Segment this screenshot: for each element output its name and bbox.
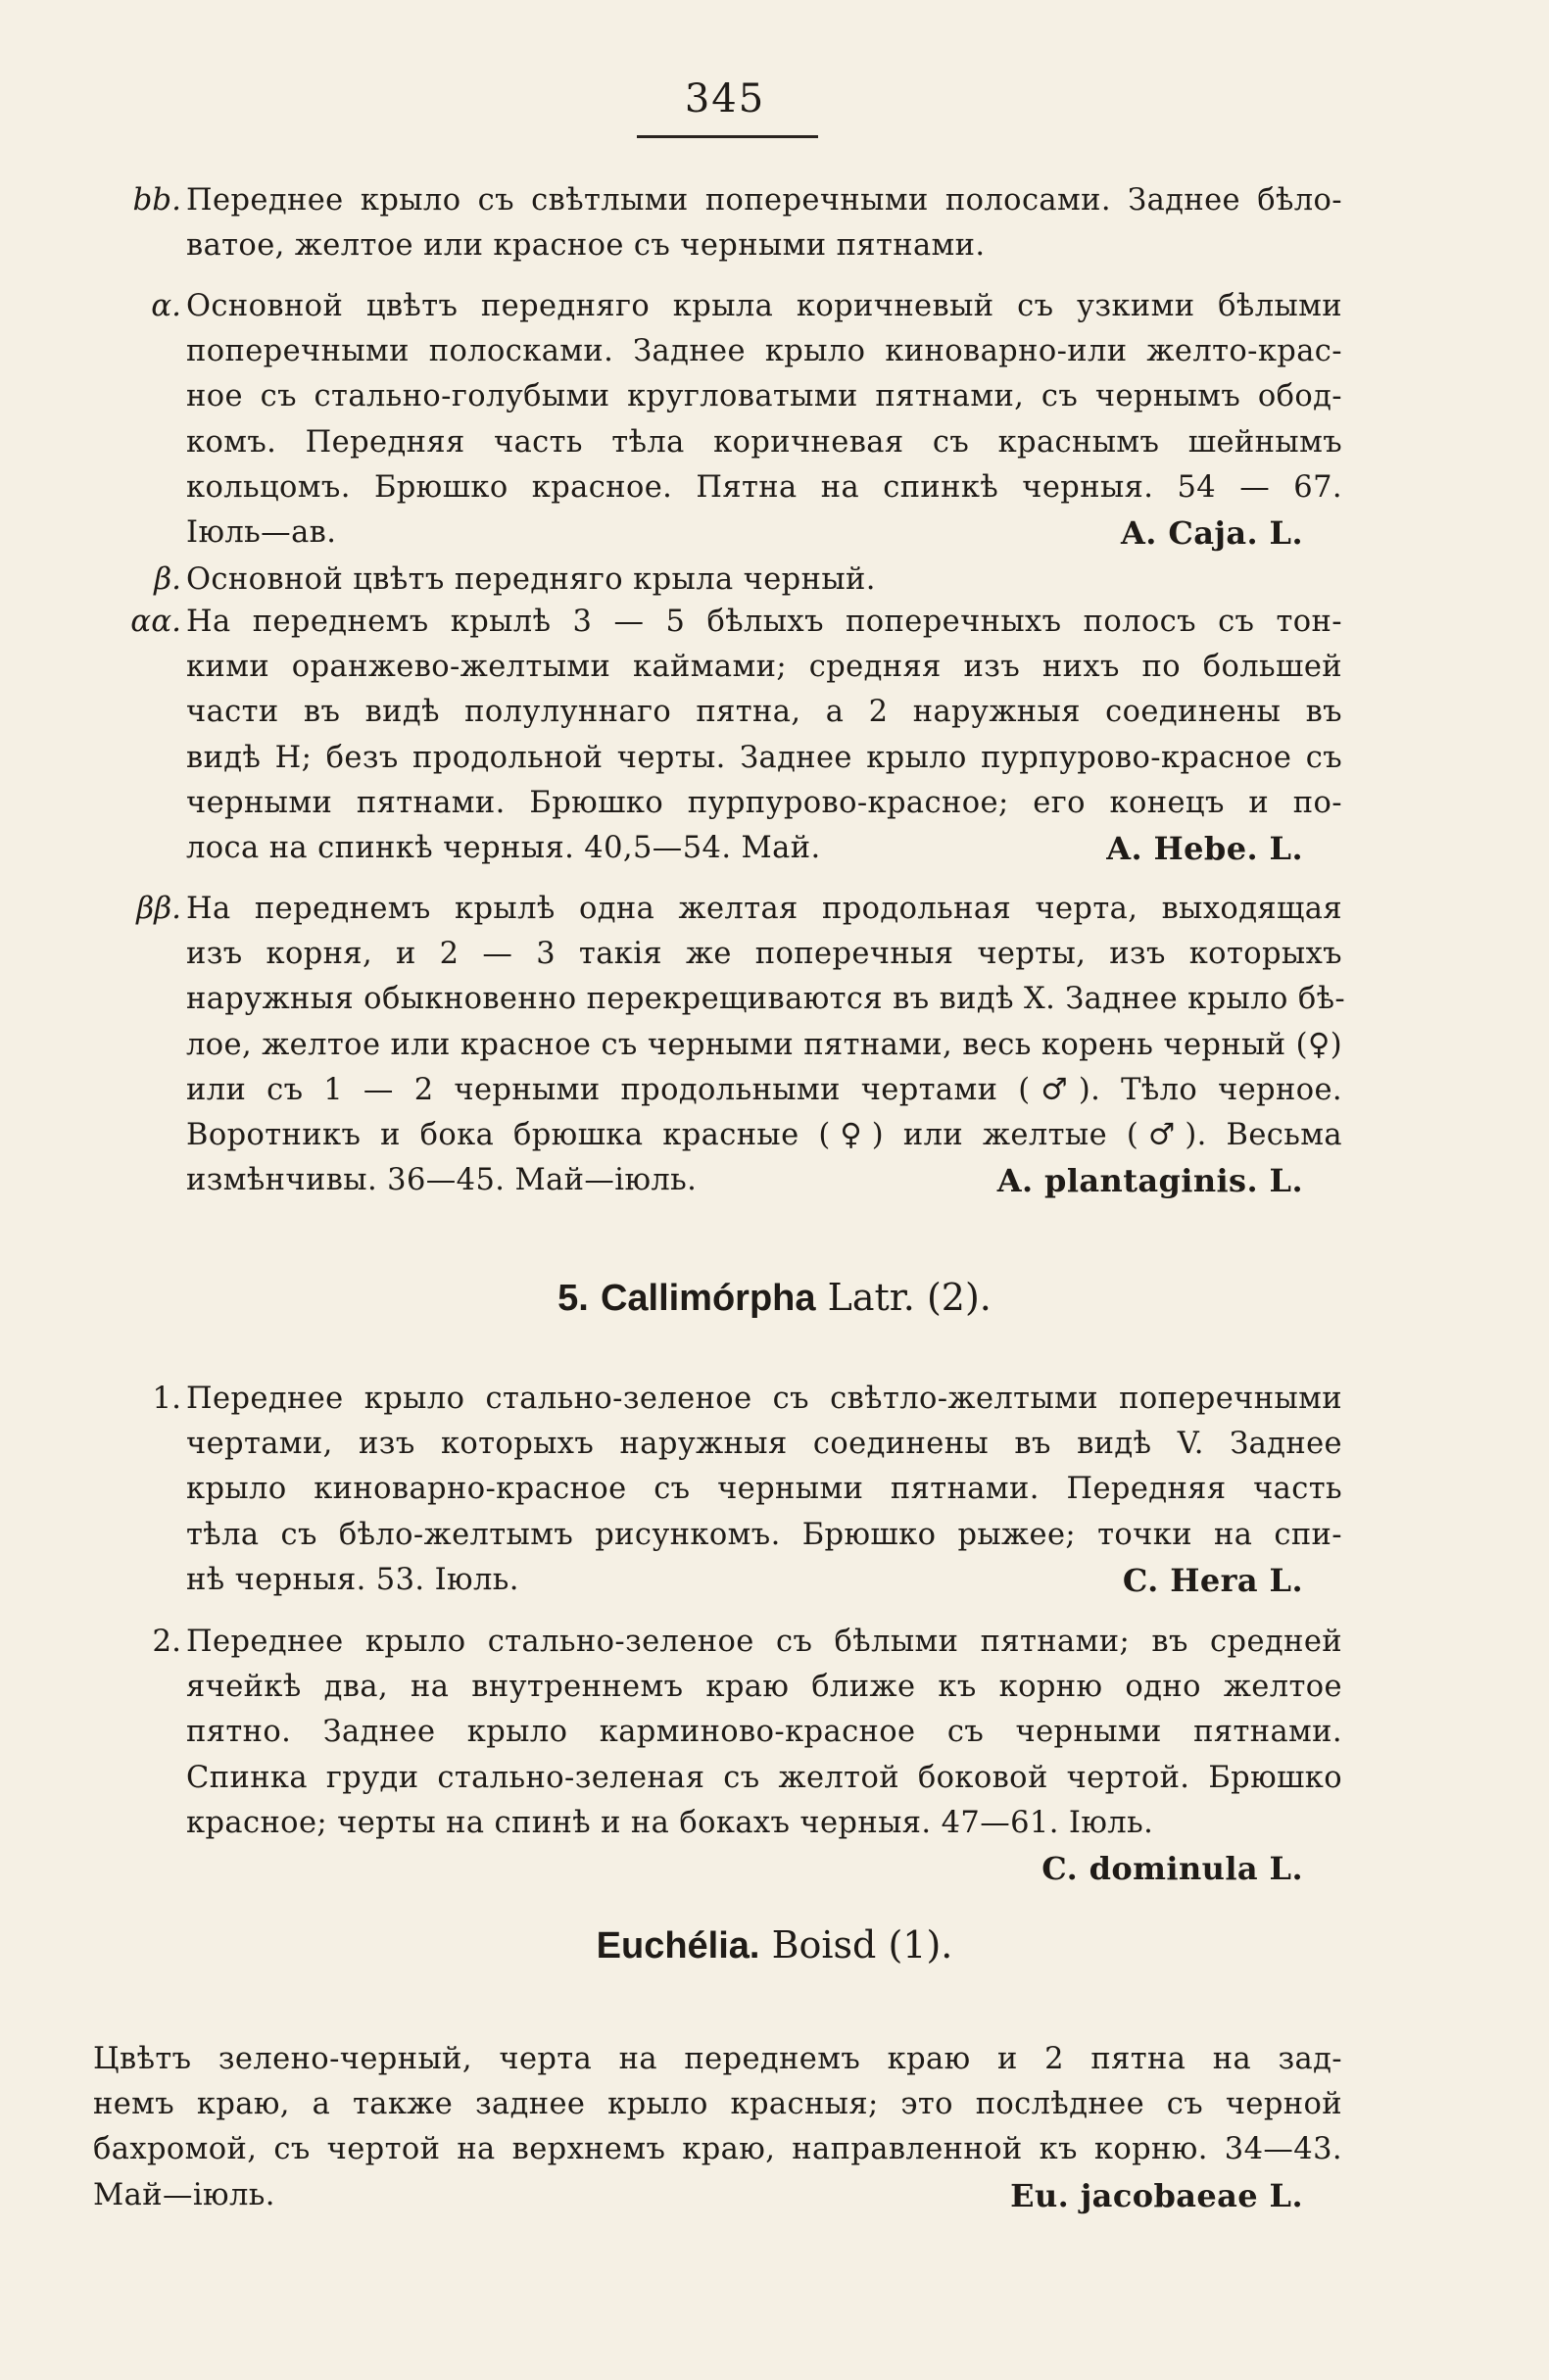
page-number-rule [637, 135, 818, 138]
genus-name: Callimórpha [600, 1278, 816, 1319]
text-line-end: Іюль—ав. [186, 514, 337, 550]
text-line: видѣ Н; безъ продольной черты. Заднее крыло пурпурово-красное съ [186, 740, 1342, 775]
genus-name: Euchélia. [596, 1925, 760, 1967]
text-line: кими оранжево-желтыми каймами; средняя изъ нихъ по большей [186, 650, 1342, 685]
species-name: Eu. jacobaeae L. [1010, 2176, 1303, 2214]
text-line: поперечными полосками. Заднее крыло киноварно-или желто-крас- [186, 334, 1342, 369]
genus-author: Boisd (1). [771, 1923, 953, 1967]
text-line: крыло киноварно-красное съ черными пятнами. Передняя часть [186, 1472, 1342, 1507]
text-line: Основной цвѣтъ передняго крыла коричневый съ узкими бѣлыми [186, 289, 1342, 323]
key-marker: β. [154, 561, 181, 597]
text-line: На переднемъ крылѣ 3 — 5 бѣлыхъ поперечныхъ полосъ съ тон- [186, 605, 1342, 639]
entry-number: 2. [152, 1624, 181, 1659]
text-line: Цвѣтъ зелено-черный, черта на переднемъ краю и 2 пятна на зад- [93, 2042, 1342, 2076]
species-name: A. Hebe. L. [1106, 829, 1303, 867]
text-line-last [186, 510, 1342, 556]
species-name: A. Caja. L. [1121, 513, 1303, 552]
species-name: C. dominula L. [1041, 1849, 1303, 1887]
key-marker: bb. [132, 182, 181, 218]
key-marker: αα. [130, 604, 181, 639]
text-line-last [186, 826, 1342, 871]
text-line: кольцомъ. Брюшко красное. Пятна на спинкѣ черныя. 54 — 67. [186, 469, 1342, 505]
text-line: чертами, изъ которыхъ наружныя соединены въ видѣ V. Заднее [186, 1427, 1342, 1462]
text-line: ное съ стально-голубыми кругловатыми пятнами, съ чернымъ обод- [186, 379, 1342, 414]
text-line-end: измѣнчивы. 36—45. Май—іюль. [186, 1163, 698, 1198]
text-line-end: лоса на спинкѣ черныя. 40,5—54. Май. [186, 830, 821, 865]
text-line: Спинка груди стально-зеленая съ желтой боковой чертой. Брюшко [186, 1760, 1342, 1795]
page-number: 345 [684, 76, 766, 121]
genus-number: 5. [557, 1278, 589, 1319]
species-line [186, 1846, 1342, 1891]
text-line: или съ 1 — 2 черными продольными чертами (♂). Тѣло черное. [186, 1072, 1342, 1107]
key-entry-bb2 [136, 887, 1346, 1203]
text-line: тѣла съ бѣло-желтымъ рисункомъ. Брюшко рыжее; точки на спи- [186, 1517, 1342, 1552]
text-line: ватое, желтое или красное съ черными пятнами. [186, 228, 986, 264]
text-line-last [186, 1158, 1342, 1203]
text-line: Воротникъ и бока брюшка красные (♀) или желтые (♂). Весьма [186, 1117, 1342, 1152]
text-line: пятно. Заднее крыло карминово-красное съ черными пятнами. [186, 1715, 1342, 1750]
text-line-last [93, 2173, 1342, 2218]
text-line: изъ корня, и 2 — 3 такія же поперечныя черты, изъ которыхъ [186, 937, 1342, 972]
text-line: лое, желтое или красное съ черными пятнами, весь корень черный (♀) [186, 1027, 1342, 1062]
text-line: наружныя обыкновенно перекрещиваются въ видѣ Х. Заднее крыло бѣ- [186, 982, 1346, 1017]
key-entry-bb [132, 178, 1342, 268]
genus-author: Latr. (2). [827, 1276, 992, 1319]
text-line: На переднемъ крылѣ одна желтая продольная черта, выходящая [186, 892, 1342, 926]
key-entry-a [151, 284, 1342, 556]
genus-heading-euchelia [0, 1923, 1549, 1967]
text-line: Основной цвѣтъ передняго крыла черный. [186, 562, 876, 597]
text-line: части въ видѣ полулуннаго пятна, а 2 наружныя соединены въ [186, 695, 1342, 730]
text-line: красное; черты на спинѣ и на бокахъ черныя. 47—61. Іюль. [186, 1805, 1154, 1840]
text-line: Переднее крыло съ свѣтлыми поперечными полосами. Заднее бѣло- [186, 183, 1342, 218]
text-line: немъ краю, а также заднее крыло красныя; это послѣднее съ черной [93, 2087, 1342, 2122]
text-line: ячейкѣ два, на внутреннемъ краю ближе къ корню одно желтое [186, 1670, 1342, 1705]
key-entry-b [154, 558, 1342, 603]
key-marker: α. [151, 288, 181, 323]
text-line-end: Май—іюль. [93, 2177, 275, 2212]
key-entry-aa [130, 600, 1342, 871]
genus-heading-callimorpha [0, 1276, 1549, 1320]
species-entry-1 [152, 1377, 1342, 1603]
species-entry-2 [152, 1620, 1342, 1891]
text-line-last [186, 1558, 1342, 1603]
text-line: комъ. Передняя часть тѣла коричневая съ краснымъ шейнымъ [186, 424, 1342, 460]
species-name: C. Hera L. [1122, 1561, 1303, 1599]
text-line: Переднее крыло стально-зеленое съ свѣтло-желтыми поперечными [186, 1382, 1342, 1416]
text-line: Переднее крыло стально-зеленое съ бѣлыми пятнами; въ средней [186, 1625, 1342, 1659]
text-line: черными пятнами. Брюшко пурпурово-красное; его конецъ и по- [186, 785, 1342, 820]
species-entry-euchelia [93, 2037, 1342, 2218]
entry-number: 1. [152, 1381, 181, 1416]
species-name: A. plantaginis. L. [996, 1162, 1303, 1200]
text-line-end: нѣ черныя. 53. Іюль. [186, 1562, 519, 1597]
text-line: бахромой, съ чертой на верхнемъ краю, направленной къ корню. 34—43. [93, 2132, 1342, 2167]
key-marker: ββ. [136, 891, 181, 926]
